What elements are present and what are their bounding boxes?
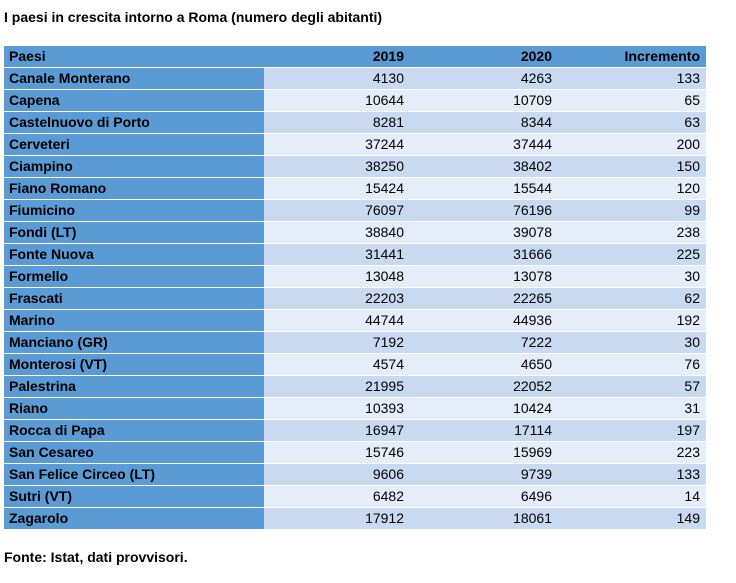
cell-2020: 15544 [410,178,558,200]
header-2020: 2020 [410,46,558,68]
table-row [4,508,706,530]
cell-incremento: 238 [558,222,706,244]
cell-2020: 9739 [410,464,558,486]
table-row [4,266,706,288]
cell-incremento: 223 [558,442,706,464]
cell-2019: 38840 [264,222,410,244]
table-row [4,332,706,354]
cell-incremento: 133 [558,68,706,90]
cell-2020: 22265 [410,288,558,310]
cell-2020: 6496 [410,486,558,508]
cell-2020: 10424 [410,398,558,420]
cell-paese: Fiano Romano [4,178,264,200]
cell-paese: Fonte Nuova [4,244,264,266]
cell-incremento: 99 [558,200,706,222]
cell-incremento: 31 [558,398,706,420]
cell-2020: 76196 [410,200,558,222]
page-title: I paesi in crescita intorno a Roma (numero degli abitanti) [4,9,383,25]
table-row [4,464,706,486]
table-row [4,376,706,398]
cell-paese: Formello [4,266,264,288]
cell-2020: 17114 [410,420,558,442]
cell-2019: 22203 [264,288,410,310]
cell-paese: Rocca di Papa [4,420,264,442]
cell-incremento: 120 [558,178,706,200]
cell-paese: Cerveteri [4,134,264,156]
table-row [4,288,706,310]
cell-2019: 4130 [264,68,410,90]
table-row [4,244,706,266]
cell-2019: 10644 [264,90,410,112]
cell-2019: 15424 [264,178,410,200]
cell-2019: 76097 [264,200,410,222]
cell-2019: 4574 [264,354,410,376]
cell-incremento: 30 [558,332,706,354]
table-row [4,200,706,222]
cell-2019: 7192 [264,332,410,354]
cell-incremento: 192 [558,310,706,332]
cell-2019: 10393 [264,398,410,420]
table-row [4,398,706,420]
cell-incremento: 63 [558,112,706,134]
cell-paese: Palestrina [4,376,264,398]
cell-incremento: 225 [558,244,706,266]
cell-paese: San Cesareo [4,442,264,464]
cell-paese: San Felice Circeo (LT) [4,464,264,486]
cell-2019: 38250 [264,156,410,178]
cell-2019: 44744 [264,310,410,332]
table-row [4,178,706,200]
cell-paese: Fiumicino [4,200,264,222]
cell-2019: 37244 [264,134,410,156]
header-2019: 2019 [264,46,410,68]
cell-paese: Sutri (VT) [4,486,264,508]
cell-2020: 15969 [410,442,558,464]
cell-2020: 13078 [410,266,558,288]
population-table [4,46,706,530]
table-row [4,486,706,508]
cell-paese: Manciano (GR) [4,332,264,354]
cell-paese: Fondi (LT) [4,222,264,244]
table-row [4,442,706,464]
cell-paese: Castelnuovo di Porto [4,112,264,134]
table-row [4,134,706,156]
cell-2020: 44936 [410,310,558,332]
table-row [4,68,706,90]
cell-paese: Zagarolo [4,508,264,530]
cell-2020: 10709 [410,90,558,112]
table-row [4,354,706,376]
table-row [4,420,706,442]
cell-2020: 7222 [410,332,558,354]
cell-2020: 38402 [410,156,558,178]
cell-2019: 13048 [264,266,410,288]
cell-2019: 6482 [264,486,410,508]
cell-incremento: 150 [558,156,706,178]
cell-2020: 37444 [410,134,558,156]
cell-incremento: 57 [558,376,706,398]
cell-2020: 22052 [410,376,558,398]
cell-incremento: 200 [558,134,706,156]
cell-paese: Frascati [4,288,264,310]
header-paesi: Paesi [4,46,264,68]
cell-2020: 18061 [410,508,558,530]
cell-incremento: 133 [558,464,706,486]
cell-incremento: 76 [558,354,706,376]
header-incremento: Incremento [558,46,706,68]
cell-2020: 4650 [410,354,558,376]
table-header-row [4,46,706,68]
table-row [4,90,706,112]
cell-2020: 31666 [410,244,558,266]
cell-2019: 16947 [264,420,410,442]
cell-incremento: 149 [558,508,706,530]
source-note: Fonte: Istat, dati provvisori. [4,549,188,565]
cell-2020: 39078 [410,222,558,244]
cell-paese: Riano [4,398,264,420]
cell-paese: Marino [4,310,264,332]
cell-2019: 8281 [264,112,410,134]
table-row [4,156,706,178]
cell-incremento: 65 [558,90,706,112]
cell-paese: Capena [4,90,264,112]
cell-2019: 9606 [264,464,410,486]
cell-incremento: 30 [558,266,706,288]
cell-2019: 15746 [264,442,410,464]
table-body [4,68,706,530]
cell-incremento: 14 [558,486,706,508]
table-row [4,310,706,332]
cell-2019: 21995 [264,376,410,398]
table-row [4,222,706,244]
table-row [4,112,706,134]
cell-2019: 17912 [264,508,410,530]
cell-2020: 4263 [410,68,558,90]
cell-2020: 8344 [410,112,558,134]
cell-paese: Ciampino [4,156,264,178]
cell-incremento: 62 [558,288,706,310]
cell-paese: Canale Monterano [4,68,264,90]
cell-paese: Monterosi (VT) [4,354,264,376]
cell-2019: 31441 [264,244,410,266]
cell-incremento: 197 [558,420,706,442]
